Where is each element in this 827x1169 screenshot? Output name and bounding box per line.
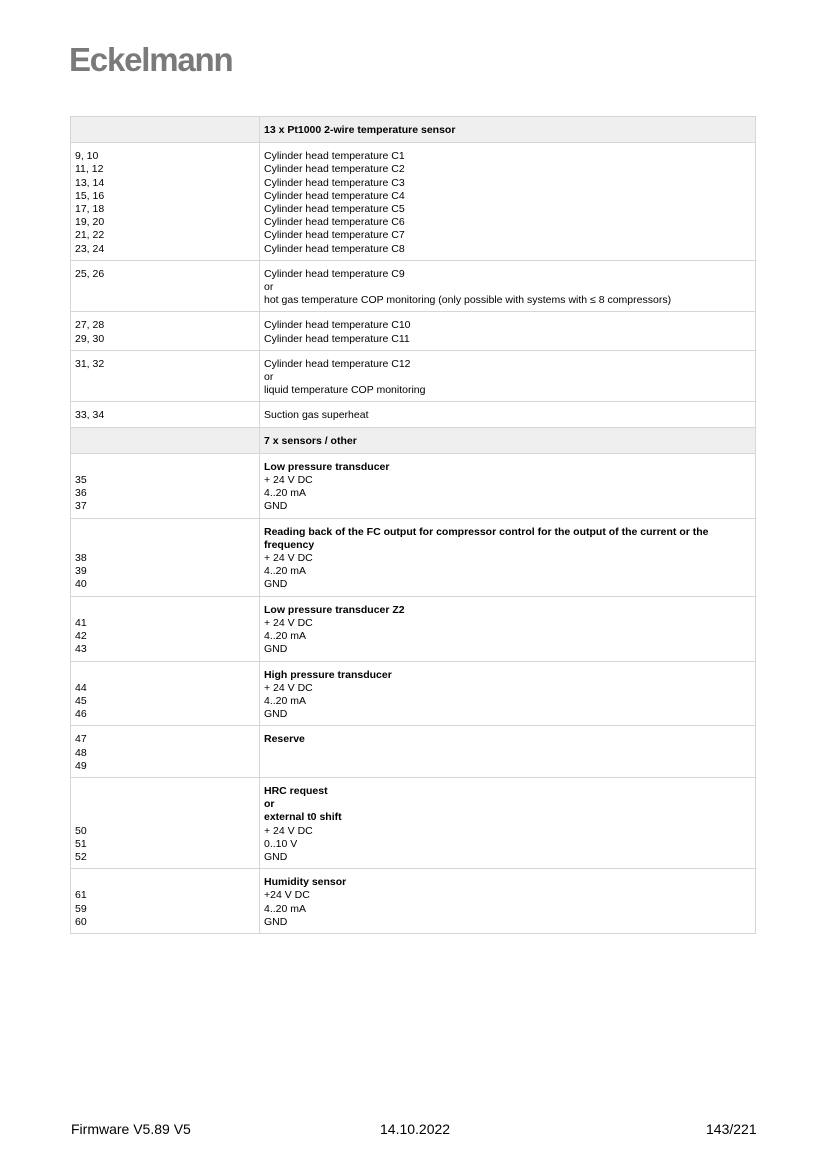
signal-description-cell <box>260 260 756 312</box>
terminal-pin: 41 <box>75 616 87 629</box>
terminal-pin: 49 <box>75 759 87 772</box>
signal-description-cell <box>260 518 756 596</box>
terminal-pin: 25, 26 <box>75 267 105 280</box>
eckelmann-logo: Eckelmann <box>69 41 233 78</box>
terminal-pin: 11, 12 <box>75 163 104 176</box>
signal-line: + 24 V DC <box>264 552 313 565</box>
signal-line: 4..20 mA <box>264 902 307 915</box>
terminal-pin: 40 <box>75 578 87 591</box>
signal-description-cell <box>260 869 756 934</box>
terminal-pin: 60 <box>75 915 87 928</box>
signal-line: GND <box>264 915 288 928</box>
signal-line: GND <box>264 578 288 591</box>
terminal-pin: 15, 16 <box>75 189 105 202</box>
signal-line: + 24 V DC <box>264 824 313 837</box>
terminal-pins-cell <box>71 869 260 934</box>
terminal-pin: 37 <box>75 500 87 513</box>
signal-line: 4..20 mA <box>264 487 307 500</box>
signal-description-cell <box>260 777 756 868</box>
signal-line: GND <box>264 850 288 863</box>
terminal-pins-cell <box>71 518 260 596</box>
signal-line: or <box>264 281 274 294</box>
table-row <box>71 777 756 868</box>
signal-line: Cylinder head temperature C12 <box>264 357 411 370</box>
terminal-pins-cell <box>71 350 260 402</box>
terminal-pin: 52 <box>75 850 87 863</box>
section-header-row <box>71 427 756 453</box>
signal-description-cell <box>260 402 756 427</box>
signal-line: liquid temperature COP monitoring <box>264 384 426 397</box>
signal-line: 4..20 mA <box>264 694 307 707</box>
signal-description-cell <box>260 312 756 350</box>
terminal-pin: 42 <box>75 630 87 643</box>
terminal-pin: 43 <box>75 643 87 656</box>
terminal-pin: 48 <box>75 746 87 759</box>
terminal-pins-cell <box>71 312 260 350</box>
table-row <box>71 350 756 402</box>
terminal-pin: 44 <box>75 681 87 694</box>
terminal-pin: 13, 14 <box>75 176 105 189</box>
footer-firmware: Firmware V5.89 V5 <box>71 1121 191 1137</box>
terminal-pin: 27, 28 <box>75 319 105 332</box>
table-row <box>71 726 756 778</box>
signal-title: Humidity sensor <box>264 876 347 889</box>
signal-line: GND <box>264 708 288 721</box>
terminal-pins-cell <box>71 777 260 868</box>
terminal-pin: 35 <box>75 474 87 487</box>
signal-line: Cylinder head temperature C9 <box>264 267 405 280</box>
table-row <box>71 596 756 661</box>
signal-title: Reserve <box>264 733 305 746</box>
terminal-pins-cell <box>71 661 260 726</box>
footer-date: 14.10.2022 <box>380 1121 451 1137</box>
terminal-pin: 50 <box>75 824 87 837</box>
signal-line: + 24 V DC <box>264 616 313 629</box>
terminal-pins-cell <box>71 260 260 312</box>
signal-title: Reading back of the FC output for compressor control for the output of the current or the frequency <box>264 525 709 551</box>
pin-assignment-table <box>70 116 756 934</box>
signal-line: Cylinder head temperature C3 <box>264 176 405 189</box>
terminal-pin: 17, 18 <box>75 203 105 216</box>
terminal-pin: 29, 30 <box>75 332 105 345</box>
signal-line: Suction gas superheat <box>264 409 369 422</box>
signal-line: Cylinder head temperature C5 <box>264 203 405 216</box>
signal-line: hot gas temperature COP monitoring (only possible with systems with ≤ 8 compressors) <box>264 294 672 307</box>
signal-description-cell <box>260 726 756 778</box>
terminal-pin: 38 <box>75 552 87 565</box>
terminal-pins-cell <box>71 143 260 261</box>
terminal-pin: 36 <box>75 487 87 500</box>
terminal-pin: 45 <box>75 694 87 707</box>
terminal-pin: 33, 34 <box>75 409 105 422</box>
signal-line: Cylinder head temperature C1 <box>264 150 405 163</box>
section-header-empty-cell <box>71 427 260 453</box>
table-row <box>71 260 756 312</box>
terminal-pin: 51 <box>75 837 87 850</box>
terminal-pins-cell <box>71 726 260 778</box>
terminal-pins-cell <box>71 402 260 427</box>
signal-line: or <box>264 371 274 384</box>
signal-description-cell <box>260 661 756 726</box>
table-row <box>71 453 756 518</box>
signal-line: Cylinder head temperature C11 <box>264 332 410 345</box>
signal-line: GND <box>264 500 288 513</box>
signal-line: + 24 V DC <box>264 681 313 694</box>
signal-title: Low pressure transducer <box>264 460 390 473</box>
signal-line: + 24 V DC <box>264 474 313 487</box>
signal-title: High pressure transducer <box>264 668 392 681</box>
terminal-pin: 46 <box>75 708 87 721</box>
section-header-row <box>71 117 756 143</box>
terminal-pins-cell <box>71 596 260 661</box>
terminal-pin: 23, 24 <box>75 242 105 255</box>
terminal-pin: 59 <box>75 902 87 915</box>
signal-line: GND <box>264 643 288 656</box>
signal-description-cell <box>260 453 756 518</box>
signal-line: Cylinder head temperature C10 <box>264 319 411 332</box>
section-header-title: 13 x Pt1000 2-wire temperature sensor <box>260 117 756 143</box>
signal-description-cell <box>260 596 756 661</box>
footer-page-number: 143/221 <box>706 1121 757 1137</box>
terminal-pin: 47 <box>75 733 87 746</box>
terminal-pin: 19, 20 <box>75 216 105 229</box>
table-row <box>71 661 756 726</box>
terminal-pin: 31, 32 <box>75 357 105 370</box>
signal-line: Cylinder head temperature C2 <box>264 163 405 176</box>
terminal-pins-cell <box>71 453 260 518</box>
section-header-title: 7 x sensors / other <box>260 427 756 453</box>
signal-line: 4..20 mA <box>264 630 307 643</box>
signal-description-cell <box>260 350 756 402</box>
table-row <box>71 402 756 427</box>
signal-line: Cylinder head temperature C8 <box>264 242 405 255</box>
signal-line: 0..10 V <box>264 837 298 850</box>
signal-line: Cylinder head temperature C4 <box>264 189 405 202</box>
signal-line: Cylinder head temperature C6 <box>264 216 405 229</box>
table-row <box>71 518 756 596</box>
signal-line: 4..20 mA <box>264 565 307 578</box>
table-row <box>71 312 756 350</box>
signal-description-cell <box>260 143 756 261</box>
table-row <box>71 143 756 261</box>
signal-line: Cylinder head temperature C7 <box>264 229 405 242</box>
signal-title: HRC request or external t0 shift <box>264 784 342 824</box>
terminal-pin: 9, 10 <box>75 150 99 163</box>
section-header-empty-cell <box>71 117 260 143</box>
terminal-pin: 39 <box>75 565 87 578</box>
signal-title: Low pressure transducer Z2 <box>264 603 405 616</box>
table-row <box>71 869 756 934</box>
signal-line: +24 V DC <box>264 889 310 902</box>
terminal-pin: 61 <box>75 889 87 902</box>
terminal-pin: 21, 22 <box>75 229 105 242</box>
